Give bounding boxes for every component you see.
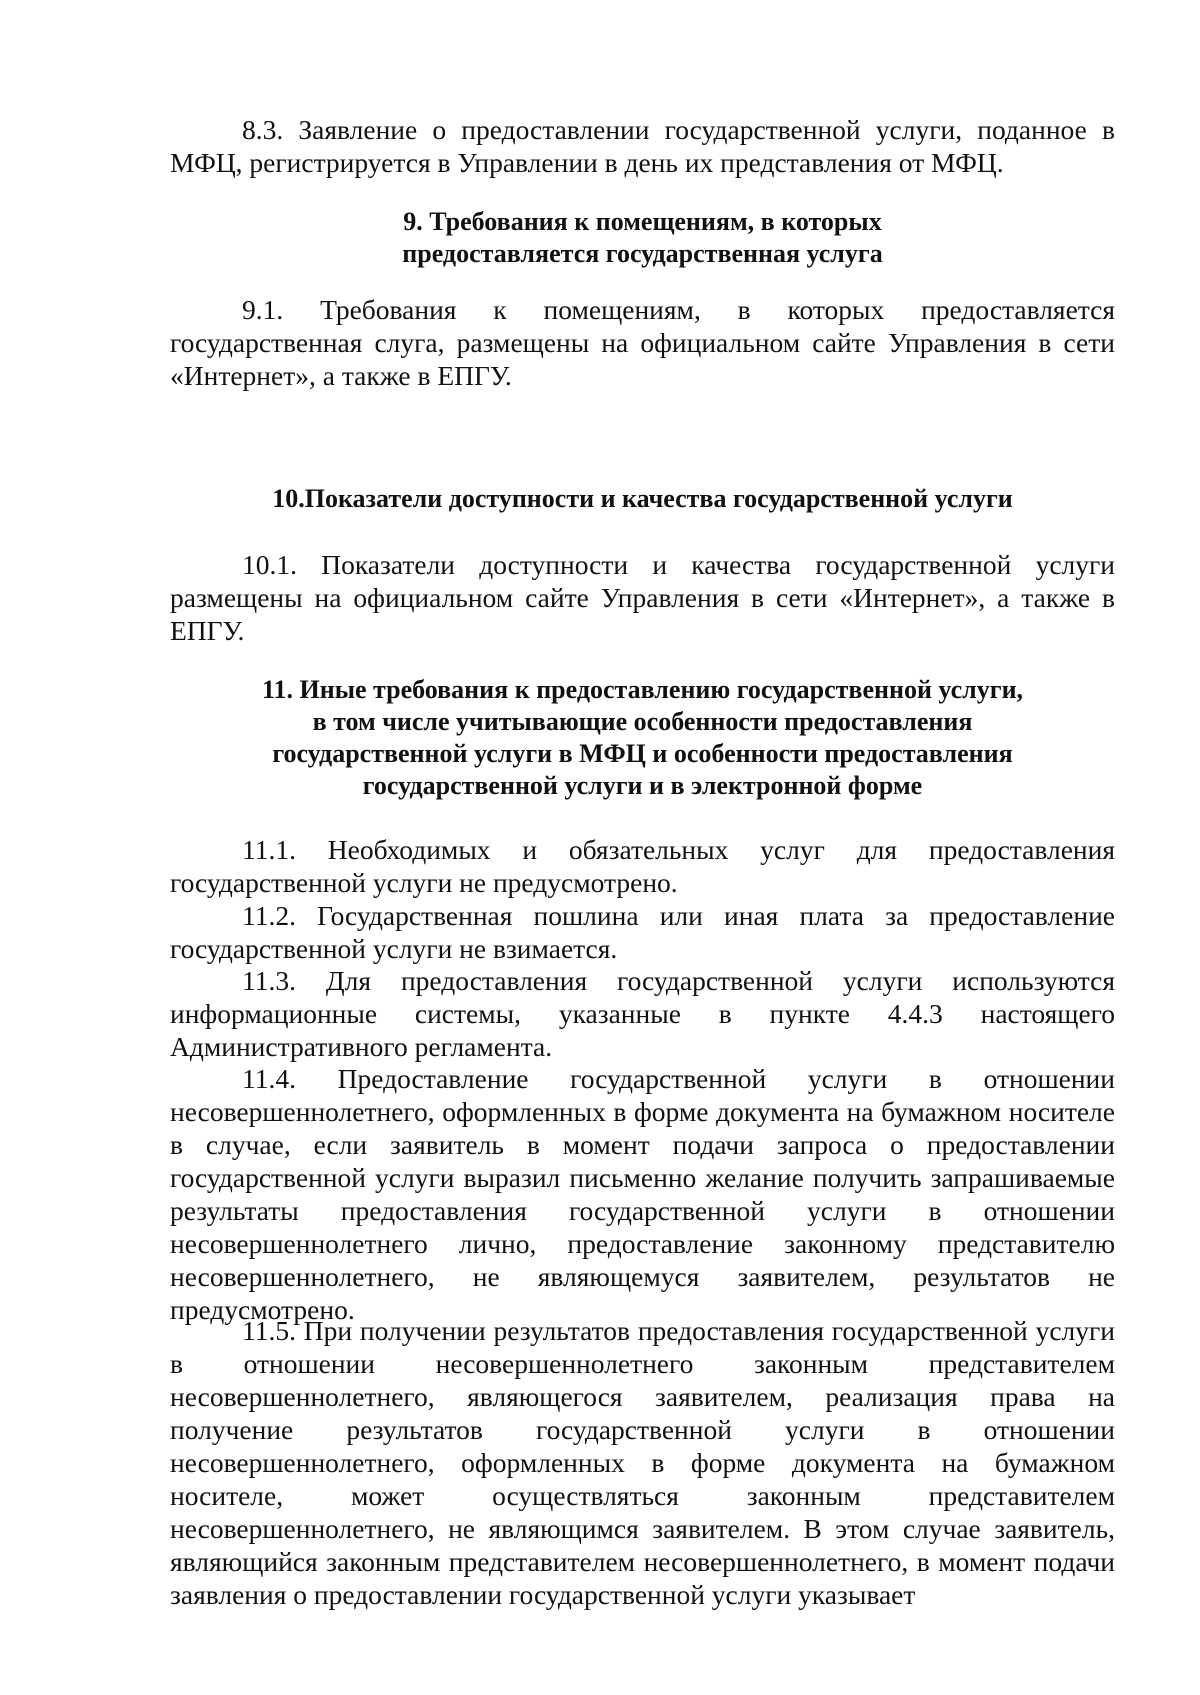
paragraph-11-4: 11.4. Предоставление государственной услуги в отношении несовершеннолетнего, оформленных в форме документа на бумажном носителе в случае, если заявитель в момент подачи запроса о предоставлении государственной услуги выразил письменно желание получить запрашиваемые результаты предоставления государственной услуги в отношении несовершеннолетнего лично, предоставление законному представителю несовершеннолетнего, не являющемуся заявителем, результатов не предусмотрено.	[170, 1063, 1115, 1325]
paragraph-11-2: 11.2. Государственная пошлина или иная плата за предоставление государственной услуги не взимается.	[170, 900, 1115, 964]
paragraph-11-3: 11.3. Для предоставления государственной услуги используются информационные системы, указанные в пункте 4.4.3 настоящего Административного регламента.	[170, 965, 1115, 1062]
paragraph-10-1: 10.1. Показатели доступности и качества государственной услуги размещены на официальном сайте Управления в сети «Интернет», а также в ЕПГУ.	[170, 549, 1115, 646]
section-heading-10	[170, 483, 1115, 515]
section-heading-9-line-1: 9. Требования к помещениям, в которых	[403, 207, 882, 236]
section-heading-9	[170, 206, 1115, 270]
section-heading-11-line-3: государственной услуги в МФЦ и особенности предоставления	[272, 739, 1013, 768]
section-heading-11-line-1: 11. Иные требования к предоставлению государственной услуги,	[261, 675, 1024, 704]
section-heading-10-line-1: 10.Показатели доступности и качества государственной услуги	[272, 484, 1013, 513]
section-heading-11-line-2: в том числе учитывающие особенности предоставления	[312, 707, 973, 736]
paragraph-11-1: 11.1. Необходимых и обязательных услуг для предоставления государственной услуги не предусмотрено.	[170, 834, 1115, 898]
section-heading-11-line-4: государственной услуги и в электронной форме	[362, 771, 923, 800]
paragraph-11-5: 11.5. При получении результатов предоставления государственной услуги в отношении несовершеннолетнего законным представителем несовершеннолетнего, являющегося заявителем, реализация права на получение результатов государственной услуги в отношении несовершеннолетнего, оформленных в форме документа на бумажном носителе, может осуществляться законным представителем несовершеннолетнего, не являющимся заявителем. В этом случае заявитель, являющийся законным представителем несовершеннолетнего, в момент подачи заявления о предоставлении государственной услуги указывает	[170, 1315, 1115, 1610]
paragraph-8-3: 8.3. Заявление о предоставлении государственной услуги, поданное в МФЦ, регистрируется в Управлении в день их представления от МФЦ.	[170, 114, 1115, 178]
section-heading-9-line-2: предоставляется государственная услуга	[402, 239, 883, 268]
paragraph-9-1: 9.1. Требования к помещениям, в которых предоставляется государственная слуга, размещены на официальном сайте Управления в сети «Интернет», а также в ЕПГУ.	[170, 294, 1115, 391]
section-heading-11	[170, 674, 1115, 802]
